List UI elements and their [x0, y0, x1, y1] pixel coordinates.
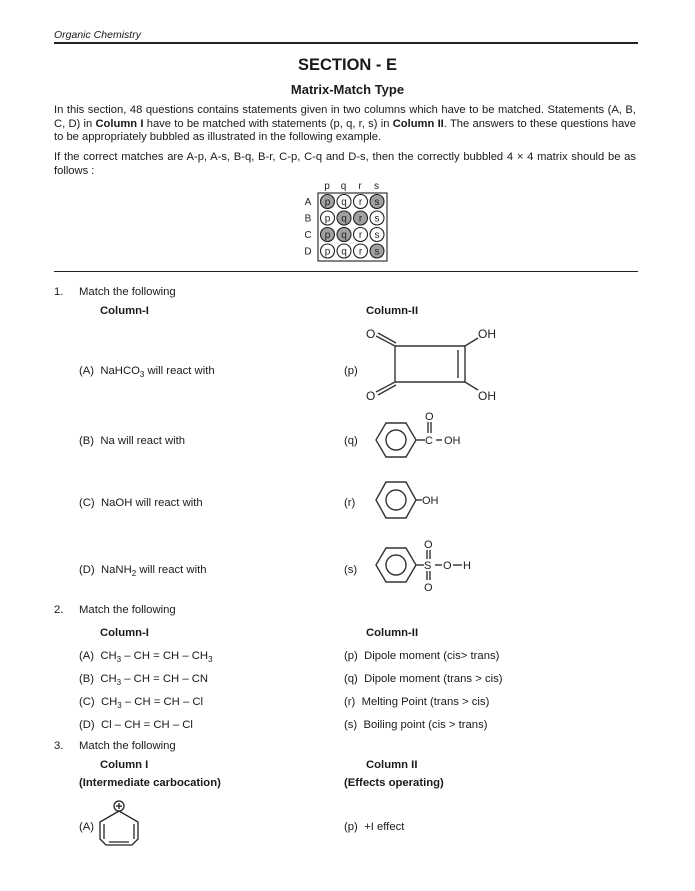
item-label: (C) [79, 497, 95, 509]
intro-bold-column-i: Column I [95, 117, 144, 130]
q2-item-b [79, 673, 208, 685]
formula-part: – CH = CH – CN [121, 673, 209, 685]
item-text: NaHCO [100, 365, 140, 377]
q3-option-p [344, 821, 404, 833]
question-prompt: Match the following [79, 286, 176, 298]
question-number: 3. [54, 740, 64, 752]
item-text: NaNH [100, 564, 132, 576]
matrix-row-header: A [304, 197, 312, 208]
formula-part: CH [100, 673, 117, 685]
item-label: (D) [79, 564, 95, 576]
matrix-bubble-letter: p [324, 197, 331, 208]
intro-paragraph [54, 104, 636, 145]
item-text: Na will react with [100, 435, 186, 447]
atom-o: O [366, 389, 376, 403]
atom-oh: OH [478, 389, 496, 403]
matrix-bubble-letter: s [374, 213, 380, 225]
subscript: 3 [116, 655, 122, 664]
column-i-header: Column I [100, 759, 149, 771]
column-ii-subheader: (Effects operating) [344, 777, 444, 789]
column-ii-header: Column-II [366, 627, 419, 639]
matrix-col-header: p [324, 181, 330, 192]
matrix-bubble-letter: q [341, 197, 347, 208]
subscript: 2 [131, 569, 137, 578]
atom-o: O [425, 411, 434, 423]
bubble-matrix [296, 178, 396, 266]
q1-item-b [79, 435, 185, 447]
q1-option-q-label: (q) [344, 435, 358, 447]
atom-oh: OH [478, 327, 496, 341]
matrix-col-header: s [374, 181, 379, 192]
atom-c: C [425, 435, 433, 447]
formula-part: – CH = CH – Cl [121, 696, 204, 708]
section-title: SECTION - E [297, 56, 397, 74]
q1-option-p-label: (p) [344, 365, 358, 377]
column-ii-header: Column II [366, 759, 418, 771]
intro-text: . The answers to these questions have to be appropriately bubbled as illustrated in the following example. [54, 117, 636, 143]
atom-s: S [424, 560, 432, 572]
subscript: 3 [117, 701, 122, 710]
question-prompt: Match the following [79, 604, 176, 616]
matrix-bubble-letter: r [358, 230, 363, 241]
q2-option-r [344, 696, 489, 708]
item-text: +I effect [364, 821, 405, 833]
header-rule [54, 42, 638, 44]
matrix-bubble-letter: p [324, 213, 331, 225]
tropylium-cation-structure [98, 798, 143, 848]
matrix-bubble-letter: r [358, 213, 363, 225]
item-text: Dipole moment (cis> trans) [364, 650, 500, 662]
matrix-bubble-letter: q [341, 213, 347, 225]
q2-item-d [79, 719, 193, 731]
example-paragraph: If the correct matches are A-p, A-s, B-q, B-r, C-p, C-q and D-s, then the correctly bubbled 4 × 4 matrix should be as follows : [54, 151, 636, 177]
q1-option-r-label: (r) [344, 497, 356, 509]
intro-bold-column-ii: Column II [392, 117, 444, 130]
q2-option-p [344, 650, 499, 662]
formula-part: Cl – CH = CH – Cl [100, 719, 193, 731]
question-number: 2. [54, 604, 64, 616]
subscript: 3 [208, 655, 213, 664]
q3-item-a-label: (A) [79, 821, 95, 833]
atom-h: H [463, 560, 471, 572]
q1-item-a [79, 365, 215, 377]
column-ii-header: Column-II [366, 305, 419, 317]
matrix-row-header: C [304, 230, 312, 241]
q1-option-s-label: (s) [344, 564, 358, 576]
matrix-row-header: D [304, 246, 312, 258]
item-text: will react with [144, 365, 215, 377]
atom-o: O [424, 582, 433, 594]
q2-option-s [344, 719, 487, 731]
item-text: Boiling point (cis > trans) [363, 719, 488, 731]
matrix-bubble-letter: r [358, 246, 363, 258]
item-label: (B) [79, 435, 95, 447]
subscript: 3 [116, 678, 122, 687]
formula-part: CH [100, 696, 118, 708]
atom-o: O [366, 327, 376, 341]
item-label: (s) [344, 719, 358, 731]
q2-option-q [344, 673, 503, 685]
atom-o: O [424, 539, 433, 551]
column-i-header: Column-I [100, 305, 149, 317]
question-prompt: Match the following [79, 740, 176, 752]
matrix-bubble-letter: s [374, 246, 380, 258]
bubble-matrix-graphic [296, 178, 396, 266]
squaric-acid-structure [360, 322, 510, 407]
item-label: (p) [344, 650, 358, 662]
item-label: (p) [344, 821, 358, 833]
item-label: (q) [344, 673, 358, 685]
atom-oh: OH [444, 435, 461, 447]
matrix-col-header: q [340, 181, 347, 192]
q2-item-a [79, 650, 213, 662]
intro-text: have to be matched with statements (p, q, r, s) in [143, 117, 393, 130]
item-text: Melting Point (trans > cis) [361, 696, 490, 708]
item-label: (D) [79, 719, 95, 731]
column-i-header: Column-I [100, 627, 149, 639]
item-label: (B) [79, 673, 95, 685]
question-number: 1. [54, 286, 64, 298]
matrix-bubble-letter: s [374, 230, 380, 241]
section-subtitle: Matrix-Match Type [290, 82, 405, 97]
formula-part: – CH = CH – CH [121, 650, 209, 662]
formula-part: CH [100, 650, 117, 662]
q1-item-d [79, 564, 207, 576]
item-label: (C) [79, 696, 95, 708]
item-text: will react with [136, 564, 207, 576]
matrix-bubble-letter: q [341, 230, 347, 241]
matrix-bubble-letter: p [324, 230, 331, 241]
running-header: Organic Chemistry [54, 29, 141, 41]
matrix-bubble-letter: p [324, 246, 331, 258]
intro-text: In this section, 48 questions contains statements given in two columns which have to be matched. Statements (A, B, C, D) in [54, 104, 636, 130]
benzenesulfonic-acid-structure [366, 539, 506, 594]
matrix-col-header: r [358, 181, 362, 192]
subscript: 3 [139, 370, 145, 379]
atom-oh: OH [422, 495, 439, 507]
q2-item-c [79, 696, 203, 708]
column-i-subheader: (Intermediate carbocation) [79, 777, 221, 789]
matrix-bubble-letter: r [358, 197, 363, 208]
matrix-row-header: B [304, 213, 312, 225]
matrix-bubble-letter: q [341, 246, 347, 258]
phenol-structure [366, 477, 486, 522]
matrix-bubble-letter: s [374, 197, 380, 208]
item-text: NaOH will react with [100, 497, 203, 509]
item-label: (r) [344, 696, 356, 708]
item-label: (A) [79, 365, 95, 377]
q1-item-c [79, 497, 203, 509]
item-label: (A) [79, 650, 95, 662]
section-divider [54, 271, 638, 272]
item-text: Dipole moment (trans > cis) [364, 673, 503, 685]
atom-o: O [443, 560, 452, 572]
benzoic-acid-structure [366, 410, 506, 460]
